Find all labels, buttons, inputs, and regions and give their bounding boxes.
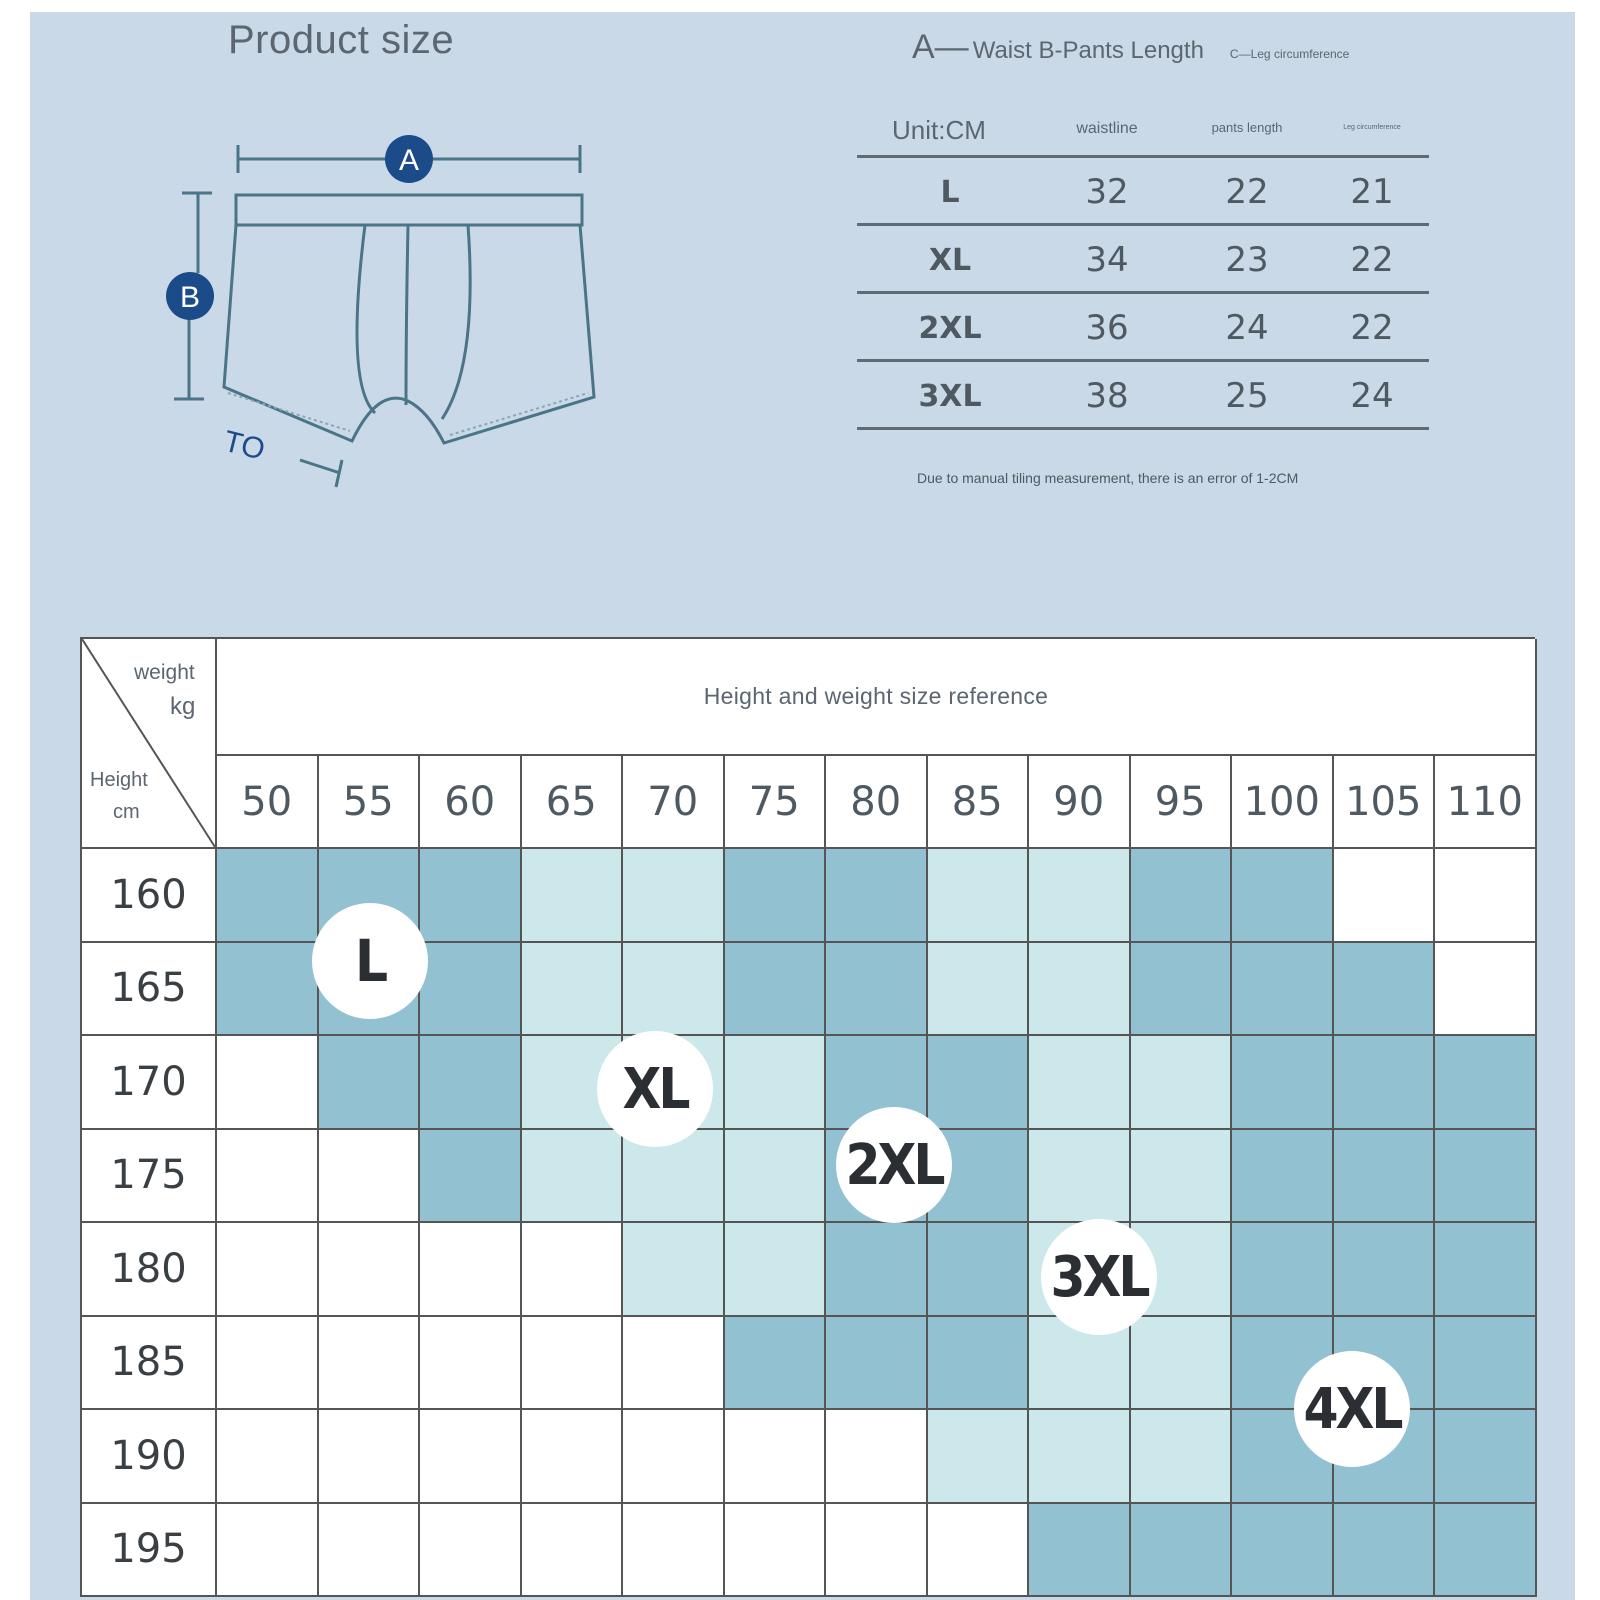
size-cell: [522, 1223, 624, 1317]
label-c-marker: TO: [220, 424, 269, 467]
size-cell: [1435, 1223, 1537, 1317]
size-cell: [420, 1130, 522, 1224]
weight-header: 50: [217, 756, 319, 849]
weight-header: 100: [1232, 756, 1334, 849]
height-header: 175: [82, 1130, 217, 1224]
spec-row-3xl: [857, 362, 1429, 430]
size-cell: [623, 1317, 725, 1411]
size-cell: [623, 1504, 725, 1598]
size-cell: [928, 849, 1030, 943]
reference-title-text: Height and weight size reference: [703, 683, 1049, 709]
weight-header: 60: [420, 756, 522, 849]
size-cell: [1131, 1036, 1233, 1130]
size-cell: [928, 1504, 1030, 1598]
size-cell: [826, 1223, 928, 1317]
weight-header: 55: [319, 756, 421, 849]
waistline-value: 36: [1085, 308, 1129, 348]
size-cell: [1131, 1410, 1233, 1504]
legend-a: A—: [912, 28, 969, 66]
size-cell: [1334, 1130, 1436, 1224]
size-cell: [420, 943, 522, 1037]
size-cell: [522, 849, 624, 943]
size-cell: [217, 1504, 319, 1598]
size-cell: [826, 1317, 928, 1411]
size-cell: [1131, 1317, 1233, 1411]
legend-c: C—Leg circumference: [1229, 47, 1350, 61]
size-cell: [1334, 1223, 1436, 1317]
pants-length-value: 24: [1225, 308, 1269, 348]
size-cell: [522, 1130, 624, 1224]
size-cell: [725, 1130, 827, 1224]
size-cell: [420, 1410, 522, 1504]
size-cell: [217, 1036, 319, 1130]
size-cell: [1232, 1036, 1334, 1130]
size-cell: [623, 1410, 725, 1504]
column-waistline: waistline: [1076, 120, 1138, 137]
weight-header: 95: [1131, 756, 1233, 849]
size-cell: [217, 1317, 319, 1411]
size-cell: [928, 1317, 1030, 1411]
spec-row-l: [857, 158, 1429, 226]
size-cell: [1334, 849, 1436, 943]
measurement-note: Due to manual tiling measurement, there is an error of 1-2CM: [917, 470, 1299, 486]
label-a-marker: [385, 135, 433, 183]
svg-text:B: B: [179, 281, 201, 314]
height-weight-reference-table: [80, 637, 1535, 1597]
size-cell: [725, 1036, 827, 1130]
size-cell: [319, 1036, 421, 1130]
waistline-value: 32: [1085, 172, 1129, 212]
size-cell: [826, 1410, 928, 1504]
height-header: 165: [82, 943, 217, 1037]
size-cell: [420, 1223, 522, 1317]
size-cell: [1029, 1130, 1131, 1224]
product-size-table: [857, 105, 1429, 430]
weight-header: 90: [1029, 756, 1131, 849]
column-leg-circumference: Leg circumference: [1343, 124, 1401, 131]
size-cell: [928, 1036, 1030, 1130]
size-cell: [725, 1223, 827, 1317]
size-cell: [217, 849, 319, 943]
waistline-value: 34: [1085, 240, 1129, 280]
size-cell: [725, 1317, 827, 1411]
measurement-legend: [912, 28, 1349, 67]
size-cell: [1232, 1504, 1334, 1598]
size-badge-xl: XL: [597, 1031, 713, 1147]
unit-label: Unit:CM: [892, 115, 986, 145]
weight-header: 85: [928, 756, 1030, 849]
size-cell: [522, 1504, 624, 1598]
size-cell: [217, 1223, 319, 1317]
leg-circumference-value: 22: [1350, 240, 1394, 280]
size-cell: [1232, 1223, 1334, 1317]
column-pants-length: pants length: [1211, 120, 1283, 135]
size-cell: [1435, 849, 1537, 943]
height-header: 170: [82, 1036, 217, 1130]
height-unit-label: cm: [113, 801, 140, 823]
size-badge-4xl: 4XL: [1294, 1351, 1410, 1467]
height-header: 160: [82, 849, 217, 943]
weight-header: 110: [1435, 756, 1537, 849]
size-cell: [1232, 1130, 1334, 1224]
size-cell: [1435, 1036, 1537, 1130]
leg-circumference-value: 21: [1350, 172, 1394, 212]
pants-length-value: 22: [1225, 172, 1269, 212]
reference-title: [217, 639, 1537, 756]
size-cell: [1029, 1036, 1131, 1130]
leg-circumference-value: 22: [1350, 308, 1394, 348]
size-cell: [725, 1504, 827, 1598]
pants-length-value: 23: [1225, 240, 1269, 280]
size-cell: [826, 849, 928, 943]
size-cell: [319, 1223, 421, 1317]
leg-circumference-value: 24: [1350, 376, 1394, 416]
size-cell: [1435, 943, 1537, 1037]
spec-table-header: [857, 105, 1429, 155]
size-label: L: [940, 175, 960, 210]
size-cell: [1131, 849, 1233, 943]
size-cell: [420, 1504, 522, 1598]
size-cell: [725, 943, 827, 1037]
size-label: 2XL: [918, 311, 982, 346]
size-cell: [928, 1223, 1030, 1317]
height-header: 180: [82, 1223, 217, 1317]
size-cell: [1131, 1130, 1233, 1224]
weight-header: 75: [725, 756, 827, 849]
size-cell: [826, 1504, 928, 1598]
legend-b: Waist B-Pants Length: [972, 37, 1204, 64]
weight-unit-label: kg: [170, 693, 196, 720]
height-axis-label: Height: [90, 769, 148, 791]
size-cell: [1029, 1410, 1131, 1504]
corner-header: [82, 639, 217, 849]
size-cell: [420, 1317, 522, 1411]
size-cell: [319, 1410, 421, 1504]
height-header: 190: [82, 1410, 217, 1504]
size-cell: [420, 1036, 522, 1130]
size-cell: [928, 1410, 1030, 1504]
size-cell: [1334, 943, 1436, 1037]
height-header: 195: [82, 1504, 217, 1598]
label-b-marker: [166, 272, 214, 320]
weight-axis-label: weight: [134, 661, 195, 684]
size-cell: [623, 849, 725, 943]
size-cell: [1131, 943, 1233, 1037]
size-cell: [217, 943, 319, 1037]
size-cell: [1029, 943, 1131, 1037]
size-label: 3XL: [918, 379, 982, 414]
size-cell: [319, 1504, 421, 1598]
size-cell: [1029, 1504, 1131, 1598]
size-cell: [1435, 1504, 1537, 1598]
size-cell: [1131, 1504, 1233, 1598]
size-cell: [725, 849, 827, 943]
weight-header: 70: [623, 756, 725, 849]
height-header: 185: [82, 1317, 217, 1411]
size-cell: [1029, 849, 1131, 943]
size-cell: [420, 849, 522, 943]
size-cell: [1334, 1036, 1436, 1130]
size-cell: [522, 943, 624, 1037]
weight-header: 80: [826, 756, 928, 849]
size-cell: [522, 1317, 624, 1411]
size-cell: [1334, 1504, 1436, 1598]
underwear-diagram: [160, 125, 620, 505]
size-cell: [623, 1223, 725, 1317]
size-badge-3xl: 3XL: [1041, 1219, 1157, 1335]
size-cell: [1232, 943, 1334, 1037]
spec-row-xl: [857, 226, 1429, 294]
size-cell: [1232, 849, 1334, 943]
size-cell: [1435, 1317, 1537, 1411]
spec-row-2xl: [857, 294, 1429, 362]
size-label: XL: [928, 243, 972, 278]
size-cell: [319, 1130, 421, 1224]
size-cell: [928, 943, 1030, 1037]
size-cell: [217, 1130, 319, 1224]
product-size-title: Product size: [228, 18, 455, 62]
size-badge-l: L: [312, 903, 428, 1019]
size-cell: [1435, 1130, 1537, 1224]
svg-text:A: A: [398, 144, 420, 177]
size-cell: [217, 1410, 319, 1504]
size-cell: [1435, 1410, 1537, 1504]
size-cell: [319, 1317, 421, 1411]
size-cell: [623, 943, 725, 1037]
size-badge-2xl: 2XL: [836, 1107, 952, 1223]
waistline-value: 38: [1085, 376, 1129, 416]
size-cell: [725, 1410, 827, 1504]
weight-header: 105: [1334, 756, 1436, 849]
weight-header: 65: [522, 756, 624, 849]
size-cell: [826, 943, 928, 1037]
size-cell: [522, 1410, 624, 1504]
pants-length-value: 25: [1225, 376, 1269, 416]
